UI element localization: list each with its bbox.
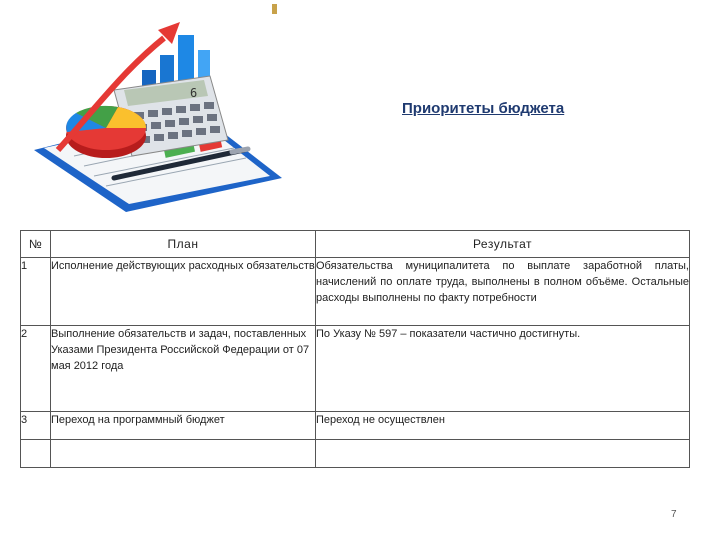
table-row bbox=[21, 412, 690, 440]
table-row bbox=[21, 258, 690, 326]
header-plan: План bbox=[51, 231, 316, 258]
slide-title[interactable]: Приоритеты бюджета bbox=[402, 100, 565, 117]
row-plan bbox=[51, 440, 316, 468]
pie-chart-icon bbox=[66, 106, 146, 158]
header-number: № bbox=[21, 231, 51, 258]
svg-text:6: 6 bbox=[190, 86, 198, 100]
page-number: 7 bbox=[671, 509, 677, 520]
row-number: 2 bbox=[21, 326, 51, 412]
row-plan: Переход на программный бюджет bbox=[51, 412, 316, 440]
row-number: 3 bbox=[21, 412, 51, 440]
budget-illustration bbox=[14, 0, 294, 220]
row-number: 1 bbox=[21, 258, 51, 326]
table-row bbox=[21, 326, 690, 412]
table-header-row bbox=[21, 231, 690, 258]
row-result: Переход не осуществлен bbox=[316, 412, 690, 440]
row-result: Обязательства муниципалитета по выплате заработной платы, начислений по оплате труда, выполнены в полном объёме. Остальные расходы выполнены по факту потребности bbox=[316, 258, 690, 326]
header-result: Результат bbox=[316, 231, 690, 258]
decorative-mark bbox=[272, 4, 277, 14]
row-number bbox=[21, 440, 51, 468]
row-result bbox=[316, 440, 690, 468]
row-result: По Указу № 597 – показатели частично достигнуты. bbox=[316, 326, 690, 412]
row-plan: Выполнение обязательств и задач, поставленных Указами Президента Российской Федерации от 07 мая 2012 года bbox=[51, 326, 316, 412]
budget-table bbox=[20, 230, 690, 468]
table-row bbox=[21, 440, 690, 468]
row-plan: Исполнение действующих расходных обязательств bbox=[51, 258, 316, 326]
